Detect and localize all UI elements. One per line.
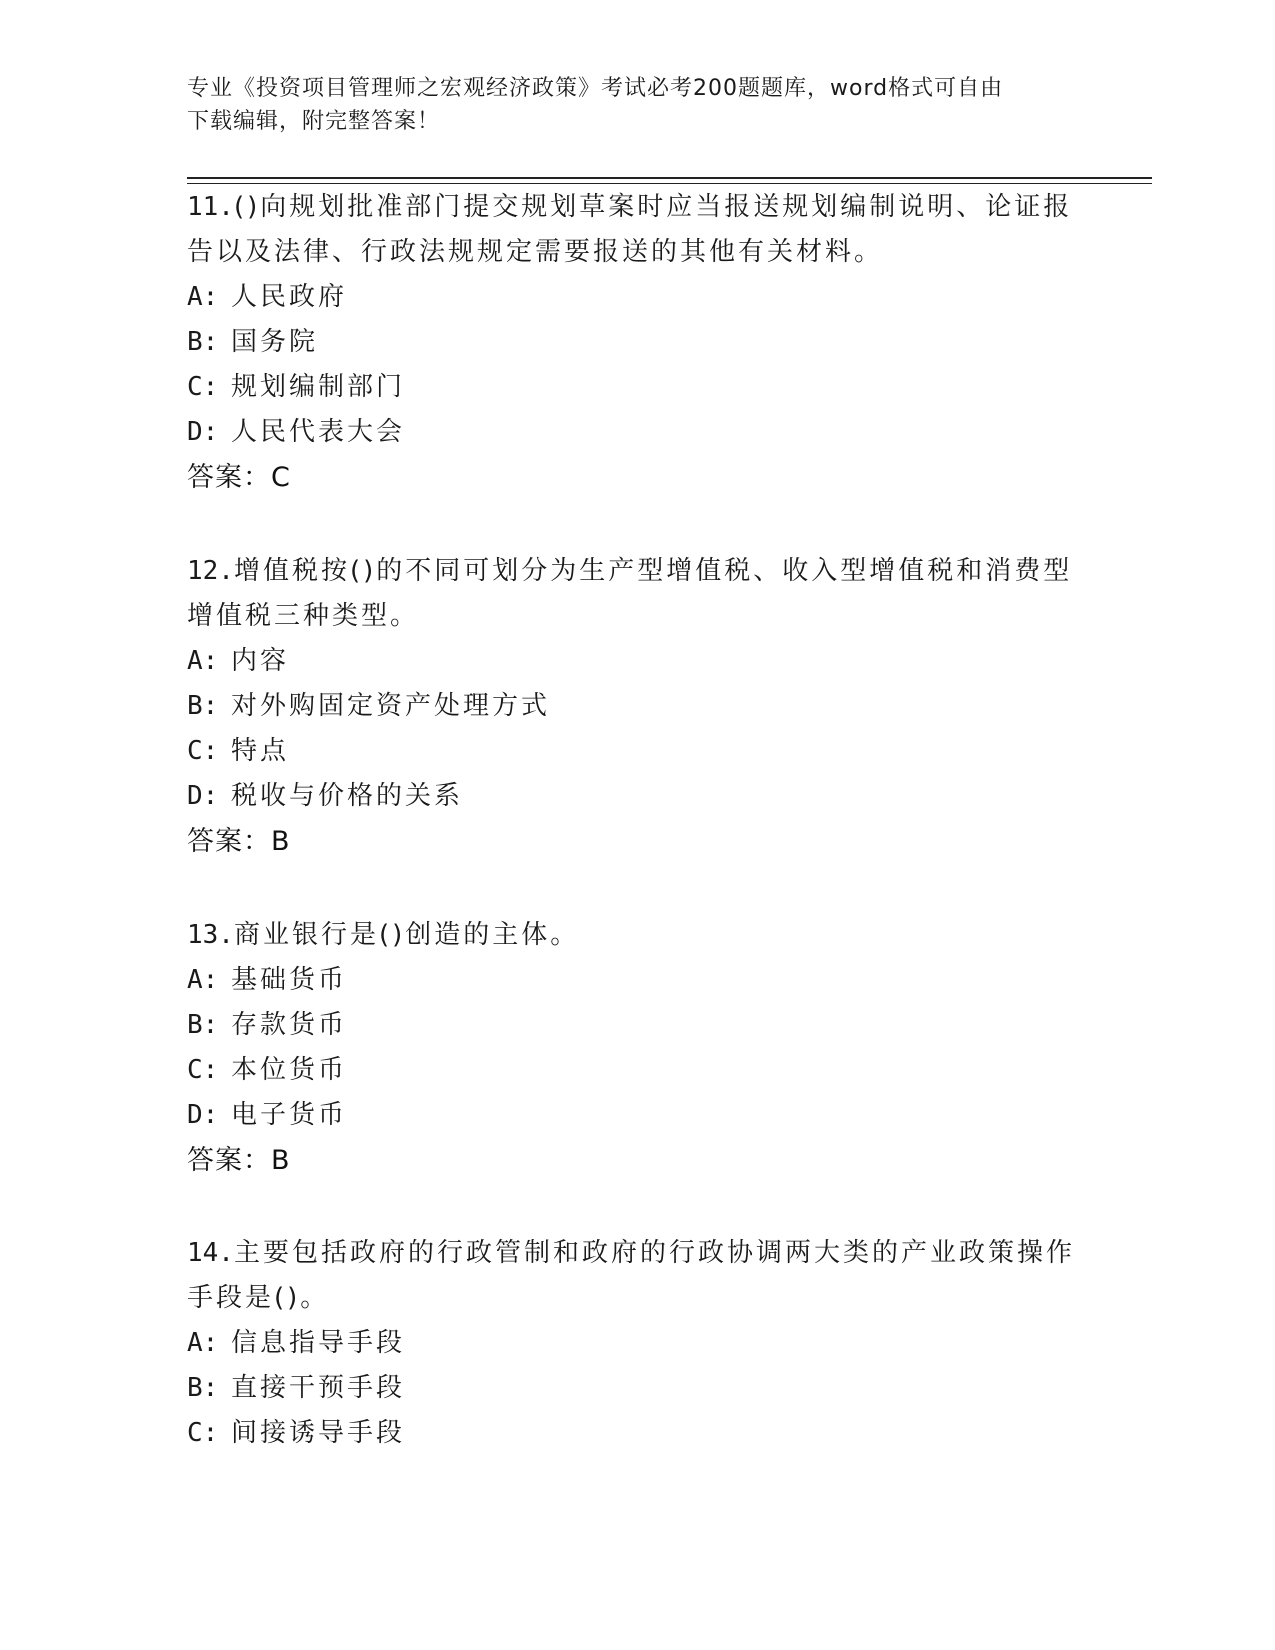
option-letter: A: [187, 282, 219, 312]
question-text-line-1: 增值税按()的不同可划分为生产型增值税、收入型增值税和消费型 [233, 556, 1073, 586]
option-text: 间接诱导手段 [231, 1418, 406, 1448]
question-number: 12. [187, 556, 234, 586]
option-text: 规划编制部门 [231, 372, 406, 402]
header-divider-thin [187, 183, 1152, 184]
option-letter: C: [187, 372, 219, 402]
option-letter: B: [187, 1373, 219, 1403]
option-d [187, 774, 1077, 819]
option-a [187, 958, 1077, 1003]
option-letter: B: [187, 327, 219, 357]
document-header [187, 72, 1067, 138]
answer-line: 答案：B [187, 826, 291, 857]
option-text: 对外购固定资产处理方式 [231, 691, 551, 721]
header-line-1: 专业《投资项目管理师之宏观经济政策》考试必考200题题库，word格式可自由 [187, 76, 1004, 101]
option-letter: C: [187, 1055, 219, 1085]
header-divider-thick [187, 177, 1152, 179]
option-b [187, 684, 1077, 729]
question-14 [187, 1231, 1077, 1456]
option-a [187, 1321, 1077, 1366]
option-letter: C: [187, 736, 219, 766]
option-letter: A: [187, 646, 219, 676]
option-text: 税收与价格的关系 [231, 781, 464, 811]
option-c [187, 365, 1077, 410]
option-text: 电子货币 [231, 1100, 348, 1130]
option-text: 基础货币 [231, 965, 348, 995]
question-text-line-2: 告以及法律、行政法规规定需要报送的其他有关材料。 [187, 237, 884, 267]
option-letter: D: [187, 417, 219, 447]
answer-line: 答案：B [187, 1145, 291, 1176]
option-c [187, 1411, 1077, 1456]
question-text-line-1: 主要包括政府的行政管制和政府的行政协调两大类的产业政策操作 [233, 1238, 1075, 1268]
option-letter: C: [187, 1418, 219, 1448]
question-text-line-1: 商业银行是()创造的主体。 [233, 920, 580, 950]
question-number: 11. [187, 192, 234, 222]
option-text: 特点 [231, 736, 290, 766]
option-text: 本位货币 [231, 1055, 348, 1085]
option-letter: A: [187, 965, 219, 995]
option-letter: A: [187, 1328, 219, 1358]
option-b [187, 320, 1077, 365]
option-c [187, 1048, 1077, 1093]
header-line-2: 下载编辑，附完整答案！ [187, 109, 441, 134]
question-text [187, 549, 1077, 594]
question-12 [187, 549, 1077, 864]
option-c [187, 729, 1077, 774]
option-text: 信息指导手段 [231, 1328, 406, 1358]
option-text: 人民代表大会 [231, 417, 406, 447]
question-number: 13. [187, 920, 234, 950]
option-d [187, 1093, 1077, 1138]
option-letter: B: [187, 1010, 219, 1040]
option-letter: D: [187, 781, 219, 811]
question-text-line-2: 手段是()。 [187, 1283, 330, 1313]
question-text [187, 913, 1077, 958]
question-text [187, 185, 1077, 230]
question-11 [187, 185, 1077, 500]
option-text: 内容 [231, 646, 290, 676]
option-text: 国务院 [231, 327, 319, 357]
question-text-line-1: ()向规划批准部门提交规划草案时应当报送规划编制说明、论证报 [233, 192, 1073, 222]
question-number: 14. [187, 1238, 234, 1268]
option-b [187, 1366, 1077, 1411]
option-text: 直接干预手段 [231, 1373, 406, 1403]
question-text [187, 1231, 1077, 1276]
question-text-line-2: 增值税三种类型。 [187, 601, 420, 631]
option-letter: D: [187, 1100, 219, 1130]
option-a [187, 639, 1077, 684]
answer-line: 答案：C [187, 462, 291, 493]
option-b [187, 1003, 1077, 1048]
option-text: 存款货币 [231, 1010, 348, 1040]
option-text: 人民政府 [231, 282, 348, 312]
option-d [187, 410, 1077, 455]
option-a [187, 275, 1077, 320]
question-13 [187, 913, 1077, 1183]
option-letter: B: [187, 691, 219, 721]
